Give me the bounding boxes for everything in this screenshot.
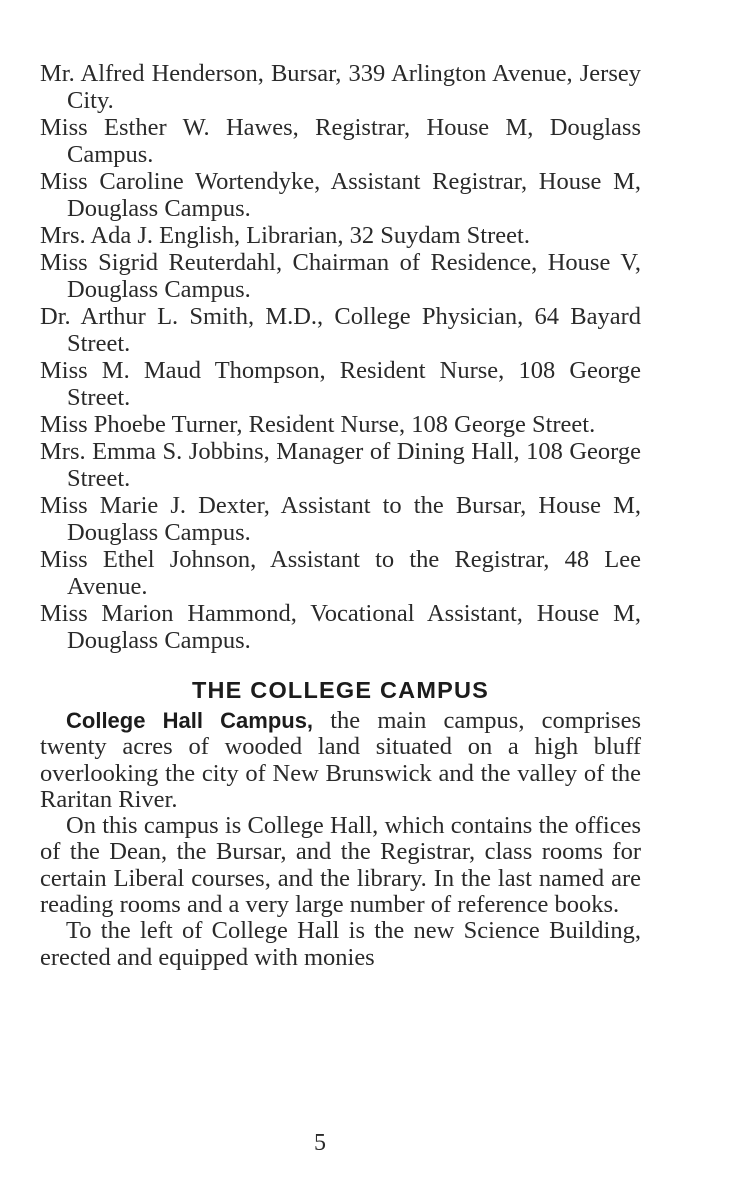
staff-entry: Miss Marie J. Dexter, Assistant to the Bursar, House M, Douglass Campus. — [40, 492, 641, 546]
staff-entry: Dr. Arthur L. Smith, M.D., College Physician, 64 Bayard Street. — [40, 303, 641, 357]
campus-paragraph-text: the main campus, comprises twenty acres of wooded land situated on a high bluff overlooking the city of New Brunswick and the valley of the Raritan River. — [40, 707, 641, 813]
campus-paragraph — [40, 708, 641, 813]
staff-entry: Miss Caroline Wortendyke, Assistant Registrar, House M, Douglass Campus. — [40, 168, 641, 222]
page-number: 5 — [314, 1130, 326, 1156]
staff-entry: Miss M. Maud Thompson, Resident Nurse, 108 George Street. — [40, 357, 641, 411]
college-hall-paragraph: On this campus is College Hall, which contains the offices of the Dean, the Bursar, and the Registrar, class rooms for certain Liberal courses, and the library. In the last named are reading rooms and a very large number of reference books. — [40, 812, 641, 919]
staff-entry: Miss Marion Hammond, Vocational Assistant, House M, Douglass Campus. — [40, 600, 641, 654]
staff-entry: Miss Sigrid Reuterdahl, Chairman of Residence, House V, Douglass Campus. — [40, 249, 641, 303]
staff-entry: Miss Phoebe Turner, Resident Nurse, 108 George Street. — [40, 411, 596, 438]
staff-entry: Mrs. Ada J. English, Librarian, 32 Suydam Street. — [40, 222, 530, 249]
campus-name-lead: College Hall Campus, — [66, 708, 314, 733]
staff-entry: Mr. Alfred Henderson, Bursar, 339 Arlington Avenue, Jersey City. — [40, 60, 641, 114]
staff-list — [40, 60, 641, 654]
science-building-paragraph: To the left of College Hall is the new Science Building, erected and equipped with monies — [40, 917, 641, 971]
staff-entry: Mrs. Emma S. Jobbins, Manager of Dining Hall, 108 George Street. — [40, 438, 641, 492]
section-title: THE COLLEGE CAMPUS — [191, 677, 490, 703]
staff-entry: Miss Esther W. Hawes, Registrar, House M, Douglass Campus. — [40, 114, 641, 168]
staff-entry: Miss Ethel Johnson, Assistant to the Registrar, 48 Lee Avenue. — [40, 546, 641, 600]
